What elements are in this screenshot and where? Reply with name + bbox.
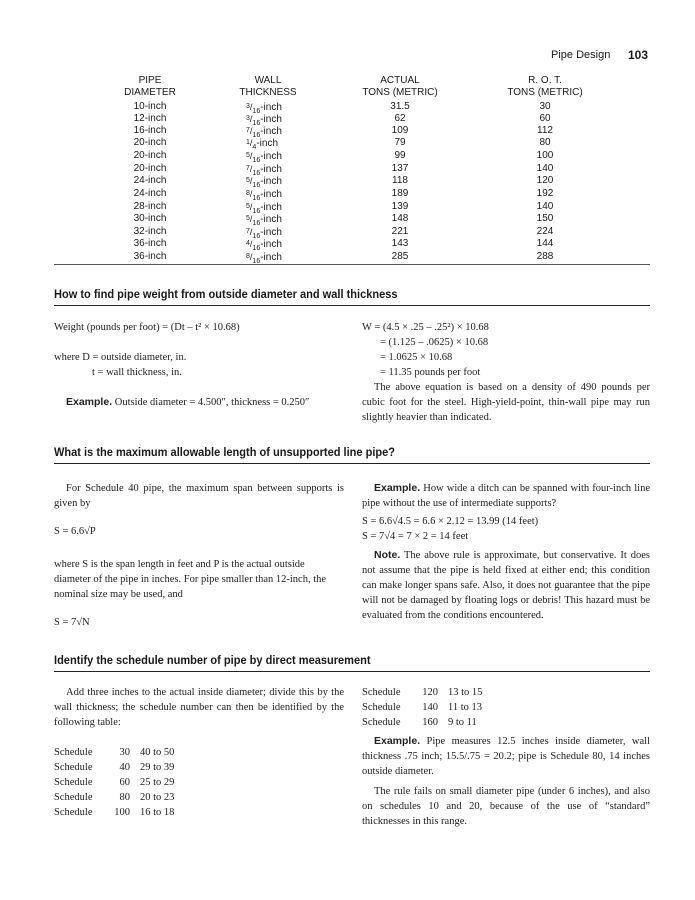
cell-rot-tons: 140 [536, 201, 554, 212]
schedule-range: 13 to 15 [448, 687, 483, 698]
frac-slash: / [249, 239, 253, 249]
where-d: where D = outside diameter, in. [54, 352, 187, 363]
frac-slash: / [249, 214, 253, 224]
page-number: 103 [628, 48, 649, 62]
schedule-number: 100 [114, 807, 130, 818]
wall-unit: -inch [260, 239, 282, 250]
frac-den: 16 [252, 258, 261, 265]
table-row [0, 175, 695, 187]
schedule-row [54, 805, 254, 820]
schedule-label: Schedule [54, 777, 93, 788]
cell-diameter: 36-inch [133, 251, 167, 262]
frac-num: 7 [246, 165, 250, 172]
weight-example [54, 395, 344, 410]
example-label: Example. [374, 735, 421, 747]
frac-num: 7 [246, 127, 250, 134]
schedule-range: 11 to 13 [448, 702, 483, 713]
schedule-label: Schedule [54, 762, 93, 773]
span-where: where S is the span length in feet and P is the actual outside diameter of the pipe in inches. For pipe smaller than 12-inch, the nominal size may be used, and [54, 559, 327, 600]
col-header-line: DIAMETER [124, 87, 176, 98]
col-header-wall-thickness [228, 75, 308, 99]
note-label: Note. [374, 549, 401, 561]
table-row [0, 125, 695, 137]
span-calc-1: S = 6.6√4.5 = 6.6 × 2.12 = 13.99 (14 feet) [362, 516, 539, 527]
frac-num: 5 [246, 215, 250, 222]
frac-slash: / [249, 164, 253, 174]
col-header-line: TONS (METRIC) [362, 87, 438, 98]
schedule-example [362, 734, 650, 779]
schedule-number: 30 [119, 747, 130, 758]
cell-actual-tons: 189 [391, 188, 409, 199]
frac-den: 16 [252, 132, 261, 139]
col-header-line: TONS (METRIC) [507, 87, 583, 98]
frac-den: 16 [252, 182, 261, 189]
frac-slash: / [249, 138, 253, 148]
frac-den: 16 [252, 157, 261, 164]
col-header-line: R. O. T. [528, 75, 562, 86]
table-row [0, 188, 695, 200]
table-row [0, 137, 695, 149]
frac-slash: / [249, 176, 253, 186]
cell-rot-tons: 224 [536, 226, 554, 237]
schedule-label: Schedule [54, 807, 93, 818]
frac-num: 3 [246, 115, 250, 122]
frac-slash: / [249, 126, 253, 136]
schedule-range: 20 to 23 [140, 792, 175, 803]
schedule-label: Schedule [362, 702, 401, 713]
table-row [0, 113, 695, 125]
wall-unit: -inch [260, 189, 282, 200]
where-t: t = wall thickness, in. [92, 367, 182, 378]
wall-unit: -inch [256, 138, 279, 149]
span-formula-n: S = 7√N [54, 617, 90, 628]
wall-unit: -inch [260, 164, 282, 175]
cell-actual-tons: 118 [392, 175, 408, 186]
cell-rot-tons: 144 [536, 238, 554, 249]
cell-diameter: 24-inch [133, 188, 167, 199]
frac-num: 5 [246, 152, 250, 159]
frac-slash: / [249, 102, 253, 112]
cell-rot-tons: 140 [536, 163, 554, 174]
calc-line-4: = 11.35 pounds per foot [380, 367, 481, 378]
cell-actual-tons: 285 [391, 251, 409, 262]
density-note: The above equation is based on a density of 490 pounds per cubic foot for the steel. High-yield-point, thin-wall pipe may run slightly heavier than indicated. [362, 382, 650, 423]
table-row [0, 238, 695, 250]
wall-unit: -inch [260, 176, 282, 187]
frac-num: 4 [246, 240, 250, 247]
cell-rot-tons: 60 [539, 113, 551, 124]
wall-unit: -inch [260, 102, 282, 113]
cell-rot-tons: 150 [536, 213, 554, 224]
cell-diameter: 16-inch [133, 125, 167, 136]
table-row [0, 201, 695, 213]
cell-diameter: 20-inch [133, 150, 167, 161]
cell-actual-tons: 221 [391, 226, 409, 237]
table-row [0, 251, 695, 263]
schedule-number: 40 [119, 762, 130, 773]
span-intro: For Schedule 40 pipe, the maximum span between supports is given by [54, 483, 344, 509]
frac-num: 8 [246, 190, 250, 197]
wall-unit: -inch [260, 252, 282, 263]
calc-line-2: = (1.125 – .0625) × 10.68 [380, 337, 489, 348]
cell-actual-tons: 137 [391, 163, 409, 174]
col-header-rot-tons [495, 75, 595, 99]
schedule-label: Schedule [54, 792, 93, 803]
cell-diameter: 36-inch [133, 238, 167, 249]
schedule-label: Schedule [362, 717, 401, 728]
cell-actual-tons: 79 [394, 137, 406, 148]
wall-unit: -inch [260, 227, 282, 238]
schedule-number: 80 [119, 792, 130, 803]
section-rule [54, 305, 650, 306]
frac-num: 1 [246, 139, 250, 146]
span-example [362, 481, 650, 511]
schedule-row [54, 760, 254, 775]
table-row [0, 101, 695, 113]
cell-actual-tons: 109 [391, 125, 409, 136]
cell-actual-tons: 139 [391, 201, 409, 212]
schedule-range: 16 to 18 [140, 807, 175, 818]
cell-actual-tons: 148 [391, 213, 409, 224]
frac-slash: / [249, 151, 253, 161]
frac-den: 16 [252, 108, 261, 115]
cell-actual-tons: 99 [394, 150, 406, 161]
cell-rot-tons: 100 [536, 150, 554, 161]
wall-unit: -inch [260, 151, 282, 162]
frac-den: 16 [252, 245, 261, 252]
section-rule [54, 463, 650, 464]
wall-unit: -inch [260, 214, 282, 225]
schedule-table-left [54, 745, 254, 820]
example-label: Example. [66, 396, 113, 408]
frac-num: 7 [246, 228, 250, 235]
schedule-number: 140 [422, 702, 438, 713]
table-row [0, 163, 695, 175]
schedule-note: The rule fails on small diameter pipe (under 6 inches), and also on schedules 10 and 20, because of the use of “standard” thicknesses in this range. [362, 786, 650, 827]
cell-diameter: 30-inch [133, 213, 167, 224]
col-header-line: PIPE [138, 75, 162, 86]
schedule-intro: Add three inches to the actual inside diameter; divide this by the wall thickness; the schedule number can then be identified by the following table: [54, 687, 344, 728]
cell-diameter: 12-inch [133, 113, 167, 124]
cell-diameter: 20-inch [133, 137, 167, 148]
col-header-actual-tons [350, 75, 450, 99]
schedule-row [54, 745, 254, 760]
cell-wall-thickness [246, 251, 282, 268]
frac-den: 16 [252, 208, 261, 215]
schedule-range: 29 to 39 [140, 762, 175, 773]
cell-diameter: 10-inch [133, 101, 167, 112]
table-row [0, 213, 695, 225]
schedule-label: Schedule [362, 687, 401, 698]
cell-rot-tons: 112 [537, 125, 553, 136]
wall-unit: -inch [260, 202, 282, 213]
cell-rot-tons: 80 [539, 137, 551, 148]
col-header-pipe-diameter [110, 75, 190, 99]
frac-slash: / [249, 114, 253, 124]
table-bottom-rule [54, 264, 650, 265]
frac-num: 5 [246, 203, 250, 210]
frac-num: 8 [246, 253, 250, 260]
cell-diameter: 20-inch [133, 163, 167, 174]
schedule-number: 160 [422, 717, 438, 728]
frac-num: 3 [246, 103, 250, 110]
schedule-row [362, 685, 562, 700]
schedule-row [54, 775, 254, 790]
cell-rot-tons: 192 [536, 188, 554, 199]
wall-unit: -inch [260, 114, 282, 125]
frac-slash: / [249, 189, 253, 199]
schedule-number: 120 [422, 687, 438, 698]
frac-slash: / [249, 252, 253, 262]
table-row [0, 226, 695, 238]
span-calc-2: S = 7√4 = 7 × 2 = 14 feet [362, 531, 469, 542]
frac-den: 16 [252, 120, 261, 127]
col-header-line: ACTUAL [380, 75, 420, 86]
frac-den: 16 [252, 220, 261, 227]
example-text: How wide a ditch can be spanned with four-inch line pipe without the use of intermediate supports? [362, 483, 650, 509]
section-rule [54, 671, 650, 672]
schedule-range: 9 to 11 [448, 717, 477, 728]
cell-actual-tons: 62 [394, 113, 406, 124]
cell-rot-tons: 288 [536, 251, 554, 262]
col-header-line: THICKNESS [239, 87, 297, 98]
example-text: Pipe measures 12.5 inches inside diameter, wall thickness .75 inch; 15.5/.75 = 20.2; pipe is Schedule 80, 14 inches outside diameter. [362, 736, 650, 777]
cell-diameter: 24-inch [133, 175, 167, 186]
frac-slash: / [249, 202, 253, 212]
schedule-range: 25 to 29 [140, 777, 175, 788]
schedule-row [54, 790, 254, 805]
frac-den: 4 [252, 144, 257, 151]
example-text: Outside diameter = 4.500″, thickness = 0.250″ [112, 397, 310, 408]
weight-formula: Weight (pounds per foot) = (Dt – t² × 10.68) [54, 322, 240, 333]
schedule-row [362, 700, 562, 715]
table-row [0, 150, 695, 162]
col-header-line: WALL [254, 75, 282, 86]
frac-den: 16 [252, 170, 261, 177]
frac-den: 16 [252, 233, 261, 240]
calc-line-1: W = (4.5 × .25 – .25²) × 10.68 [362, 322, 489, 333]
schedule-label: Schedule [54, 747, 93, 758]
frac-slash: / [249, 227, 253, 237]
wall-unit: -inch [260, 126, 282, 137]
schedule-number: 60 [119, 777, 130, 788]
span-formula-p: S = 6.6√P [54, 526, 96, 537]
cell-rot-tons: 30 [539, 101, 551, 112]
schedule-table-right [362, 685, 562, 730]
section-heading-schedule-number: Identify the schedule number of pipe by direct measurement [54, 653, 371, 667]
section-heading-unsupported-length: What is the maximum allowable length of unsupported line pipe? [54, 445, 396, 459]
note-text: The above rule is approximate, but conservative. It does not assume that the pipe is held fixed at either end; this condition can make longer spans safe. Also, it does not guarantee that the pipe will not be damaged by floating logs or debris! This hazard must be evaluated from the conditions encountered. [362, 550, 650, 621]
section-heading-pipe-weight: How to find pipe weight from outside diameter and wall thickness [54, 287, 398, 301]
span-note [362, 548, 650, 623]
calc-line-3: = 1.0625 × 10.68 [380, 352, 453, 363]
running-header-title: Pipe Design [551, 49, 611, 61]
cell-diameter: 28-inch [133, 201, 167, 212]
schedule-row [362, 715, 562, 730]
cell-rot-tons: 120 [536, 175, 554, 186]
frac-num: 5 [246, 177, 250, 184]
example-label: Example. [374, 482, 421, 494]
cell-actual-tons: 31.5 [390, 101, 410, 112]
schedule-range: 40 to 50 [140, 747, 175, 758]
cell-actual-tons: 143 [391, 238, 409, 249]
cell-diameter: 32-inch [133, 226, 167, 237]
frac-den: 16 [252, 195, 261, 202]
